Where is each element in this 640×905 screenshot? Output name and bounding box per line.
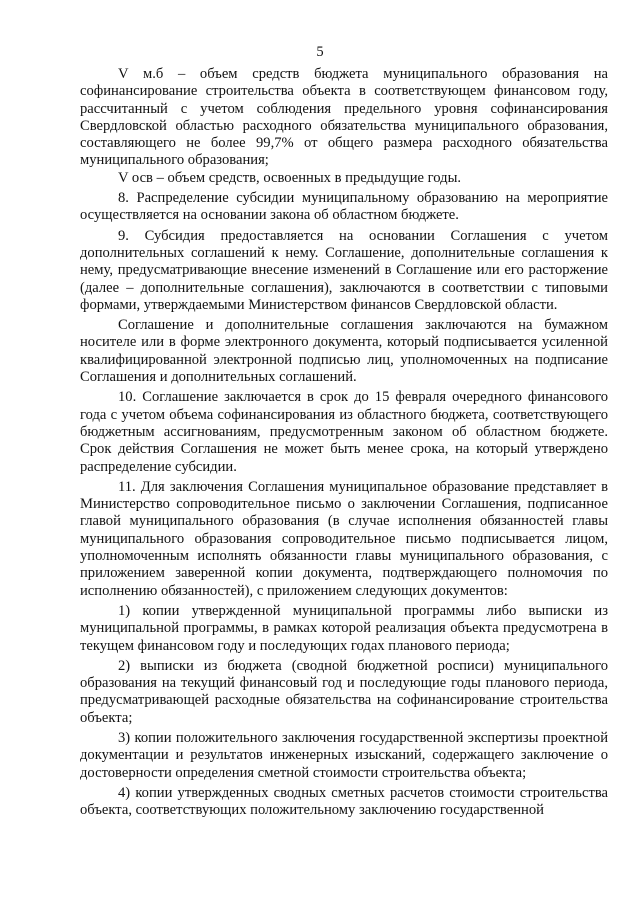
paragraph-subitem-3: 3) копии положительного заключения государственной экспертизы проектной документации и результатов инженерных изысканий, содержащего заключение о достоверности определения сметной стоимости строительства объекта; xyxy=(80,729,608,781)
paragraph-item-10: 10. Соглашение заключается в срок до 15 февраля очередного финансового года с учетом объема софинансирования из областного бюджета, соответствующего бюджетным ассигнованиям, предусмотренным законом об областном бюджете. Срок действия Соглашения не может быть менее срока, на который утверждено распределение субсидии. xyxy=(80,389,608,475)
paragraph-item-8: 8. Распределение субсидии муниципальному образованию на мероприятие осуществляется на основании закона об областном бюджете. xyxy=(80,190,608,224)
paragraph-subitem-4: 4) копии утвержденных сводных сметных расчетов стоимости строительства объекта, соответствующих положительному заключению государственной xyxy=(80,784,608,819)
page-number: 5 xyxy=(316,44,324,60)
paragraph-subitem-1: 1) копии утвержденной муниципальной программы либо выписки из муниципальной программы, в рамках которой реализация объекта предусмотрена в текущем финансовом году и последующих годах планового периода; xyxy=(80,602,608,654)
paragraph-subitem-2: 2) выписки из бюджета (сводной бюджетной росписи) муниципального образования на текущий финансовый год и последующие годы планового периода, предусматривающей расходные обязательства на софинансирование строительства объекта; xyxy=(80,657,608,726)
paragraph-v-osv-definition: V осв – объем средств, освоенных в предыдущие годы. xyxy=(118,169,462,186)
paragraph-agreement-form: Соглашение и дополнительные соглашения заключаются на бумажном носителе или в форме электронного документа, который подписывается усиленной квалифицированной электронной подписью лиц, уполномоченных на подписание Соглашения и дополнительных соглашений. xyxy=(80,317,608,386)
document-body xyxy=(80,66,608,819)
paragraph-item-9: 9. Субсидия предоставляется на основании Соглашения с учетом дополнительных соглашений к нему. Соглашение, дополнительные соглашения к нему, предусматривающие внесение изменений в Соглашение или его расторжение (далее – дополнительные соглашения), заключаются в соответствии с типовыми формами, утверждаемыми Министерством финансов Свердловской области. xyxy=(80,227,608,313)
paragraph-v-mb-definition: V м.б – объем средств бюджета муниципального образования на софинансирование строительства объекта в соответствующем финансовом году, рассчитанный с учетом соблюдения предельного уровня софинансирования Свердловской областью расходного обязательства муниципального образования, составляющего не более 99,7% от общего размера расходного обязательства муниципального образования; xyxy=(80,66,608,169)
paragraph-item-11: 11. Для заключения Соглашения муниципальное образование представляет в Министерство сопроводительное письмо о заключении Соглашения, подписанное главой муниципального образования (в случае исполнения обязанностей главы муниципального образования сопроводительное письмо подписывается лицом, уполномоченным исполнять обязанности главы муниципального образования, с приложением заверенной копии документа, подтверждающего полномочия по исполнению обязанностей), с приложением следующих документов: xyxy=(80,478,608,599)
